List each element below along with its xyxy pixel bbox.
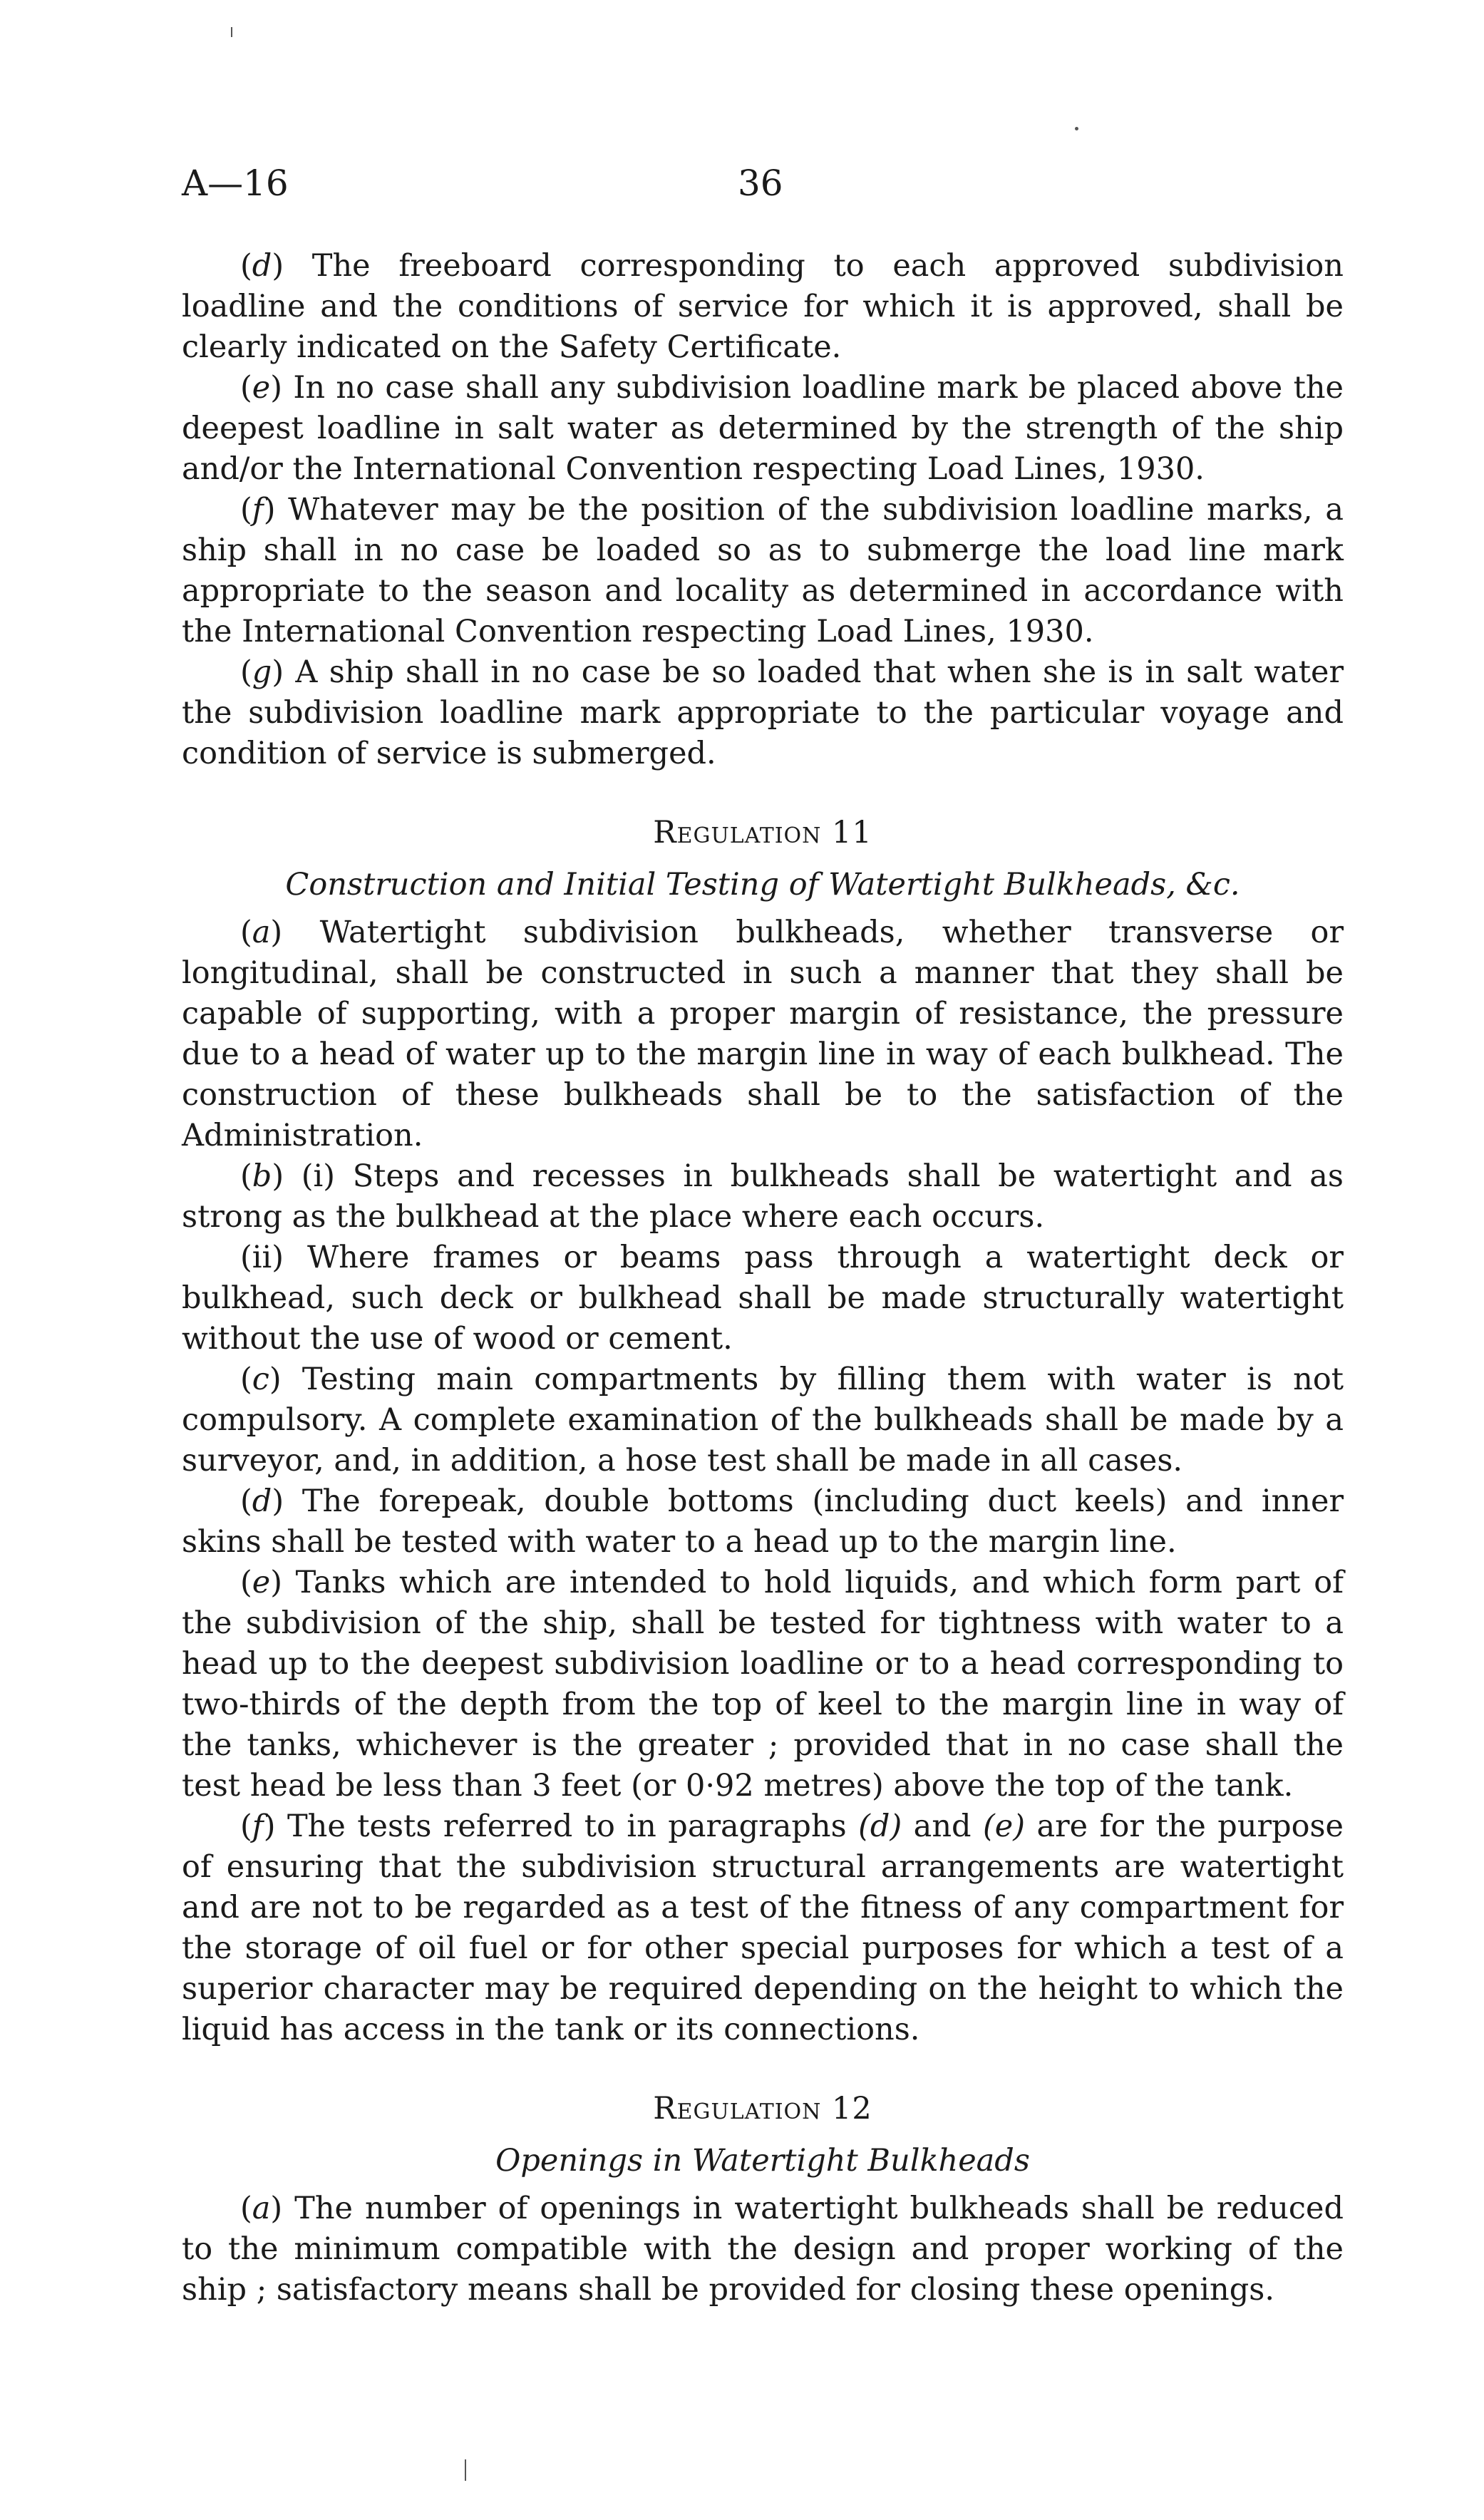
reg11-paragraph-b-ii: (ii) Where frames or beams pass through a watertight deck or bulkhead, such deck or bulkhead shall be made structurally watertight without the use of wood or cement. bbox=[182, 1240, 1344, 1357]
regulation-12-title: Regulation 12 bbox=[653, 2091, 872, 2126]
scan-speck bbox=[231, 27, 232, 37]
paragraph-e: (e) In no case shall any subdivision loadline mark be placed above the deepest loadline in salt water as determined by the strength of the ship and/or the International Convention respecting Load Lines, 1930. bbox=[182, 370, 1344, 487]
scan-speck bbox=[465, 2459, 466, 2481]
reg12-paragraph-a: (a) The number of openings in watertight bulkheads shall be reduced to the minimum compatible with the design and proper working of the ship ; satisfactory means shall be provided for closing these openings. bbox=[182, 2191, 1344, 2308]
paragraph-d: (d) The freeboard corresponding to each approved subdivision loadline and the conditions of service for which it is approved, shall be clearly indicated on the Safety Certificate. bbox=[182, 248, 1344, 365]
reg11-paragraph-d: (d) The forepeak, double bottoms (including duct keels) and inner skins shall be tested with water to a head up to the margin line. bbox=[182, 1483, 1344, 1560]
reg11-paragraph-f: (f) The tests referred to in paragraphs (d) and (e) are for the purpose of ensuring that the subdivision structural arrangements are watertight and are not to be regarded as a test of the fitness of any compartment for the storage of oil fuel or for other special purposes for which a test of a superior character may be required depending on the height to which the liquid has access in the tank or its connections. bbox=[182, 1809, 1344, 2047]
reg11-paragraph-a: (a) Watertight subdivision bulkheads, whether transverse or longitudinal, shall be constructed in such a manner that they shall be capable of supporting, with a proper margin of resistance, the pressure due to a head of water up to the margin line in way of each bulkhead. The construction of these bulkheads shall be to the satisfaction of the Administration. bbox=[182, 915, 1344, 1153]
document-reference: A—16 bbox=[182, 163, 289, 204]
reg11-paragraph-e: (e) Tanks which are intended to hold liquids, and which form part of the subdivision of the ship, shall be tested for tightness with water to a head up to the deepest subdivision loadline or to a head corresponding to two-thirds of the depth from the top of keel to the margin line in way of the tanks, whichever is the greater ; provided that in no case shall the test head be less than 3 feet (or 0·92 metres) above the top of the tank. bbox=[182, 1565, 1344, 1804]
page-number: 36 bbox=[738, 163, 783, 204]
document-body bbox=[182, 246, 1344, 2310]
page-header bbox=[182, 158, 1302, 208]
regulation-12-subtitle: Openings in Watertight Bulkheads bbox=[495, 2143, 1030, 2179]
regulation-11-title: Regulation 11 bbox=[653, 815, 872, 850]
regulation-11-subtitle: Construction and Initial Testing of Watertight Bulkheads, &c. bbox=[285, 867, 1240, 902]
paragraph-f: (f) Whatever may be the position of the subdivision loadline marks, a ship shall in no case be loaded so as to submerge the load line mark appropriate to the season and locality as determined in accordance with the International Convention respecting Load Lines, 1930. bbox=[182, 492, 1344, 649]
reg11-paragraph-b-i: (b) (i) Steps and recesses in bulkheads shall be watertight and as strong as the bulkhead at the place where each occurs. bbox=[182, 1158, 1344, 1235]
scan-speck bbox=[1075, 127, 1078, 130]
reg11-paragraph-c: (c) Testing main compartments by filling them with water is not compulsory. A complete examination of the bulkheads shall be made by a surveyor, and, in addition, a hose test shall be made in all cases. bbox=[182, 1362, 1344, 1478]
paragraph-g: (g) A ship shall in no case be so loaded that when she is in salt water the subdivision loadline mark appropriate to the particular voyage and condition of service is submerged. bbox=[182, 654, 1344, 771]
